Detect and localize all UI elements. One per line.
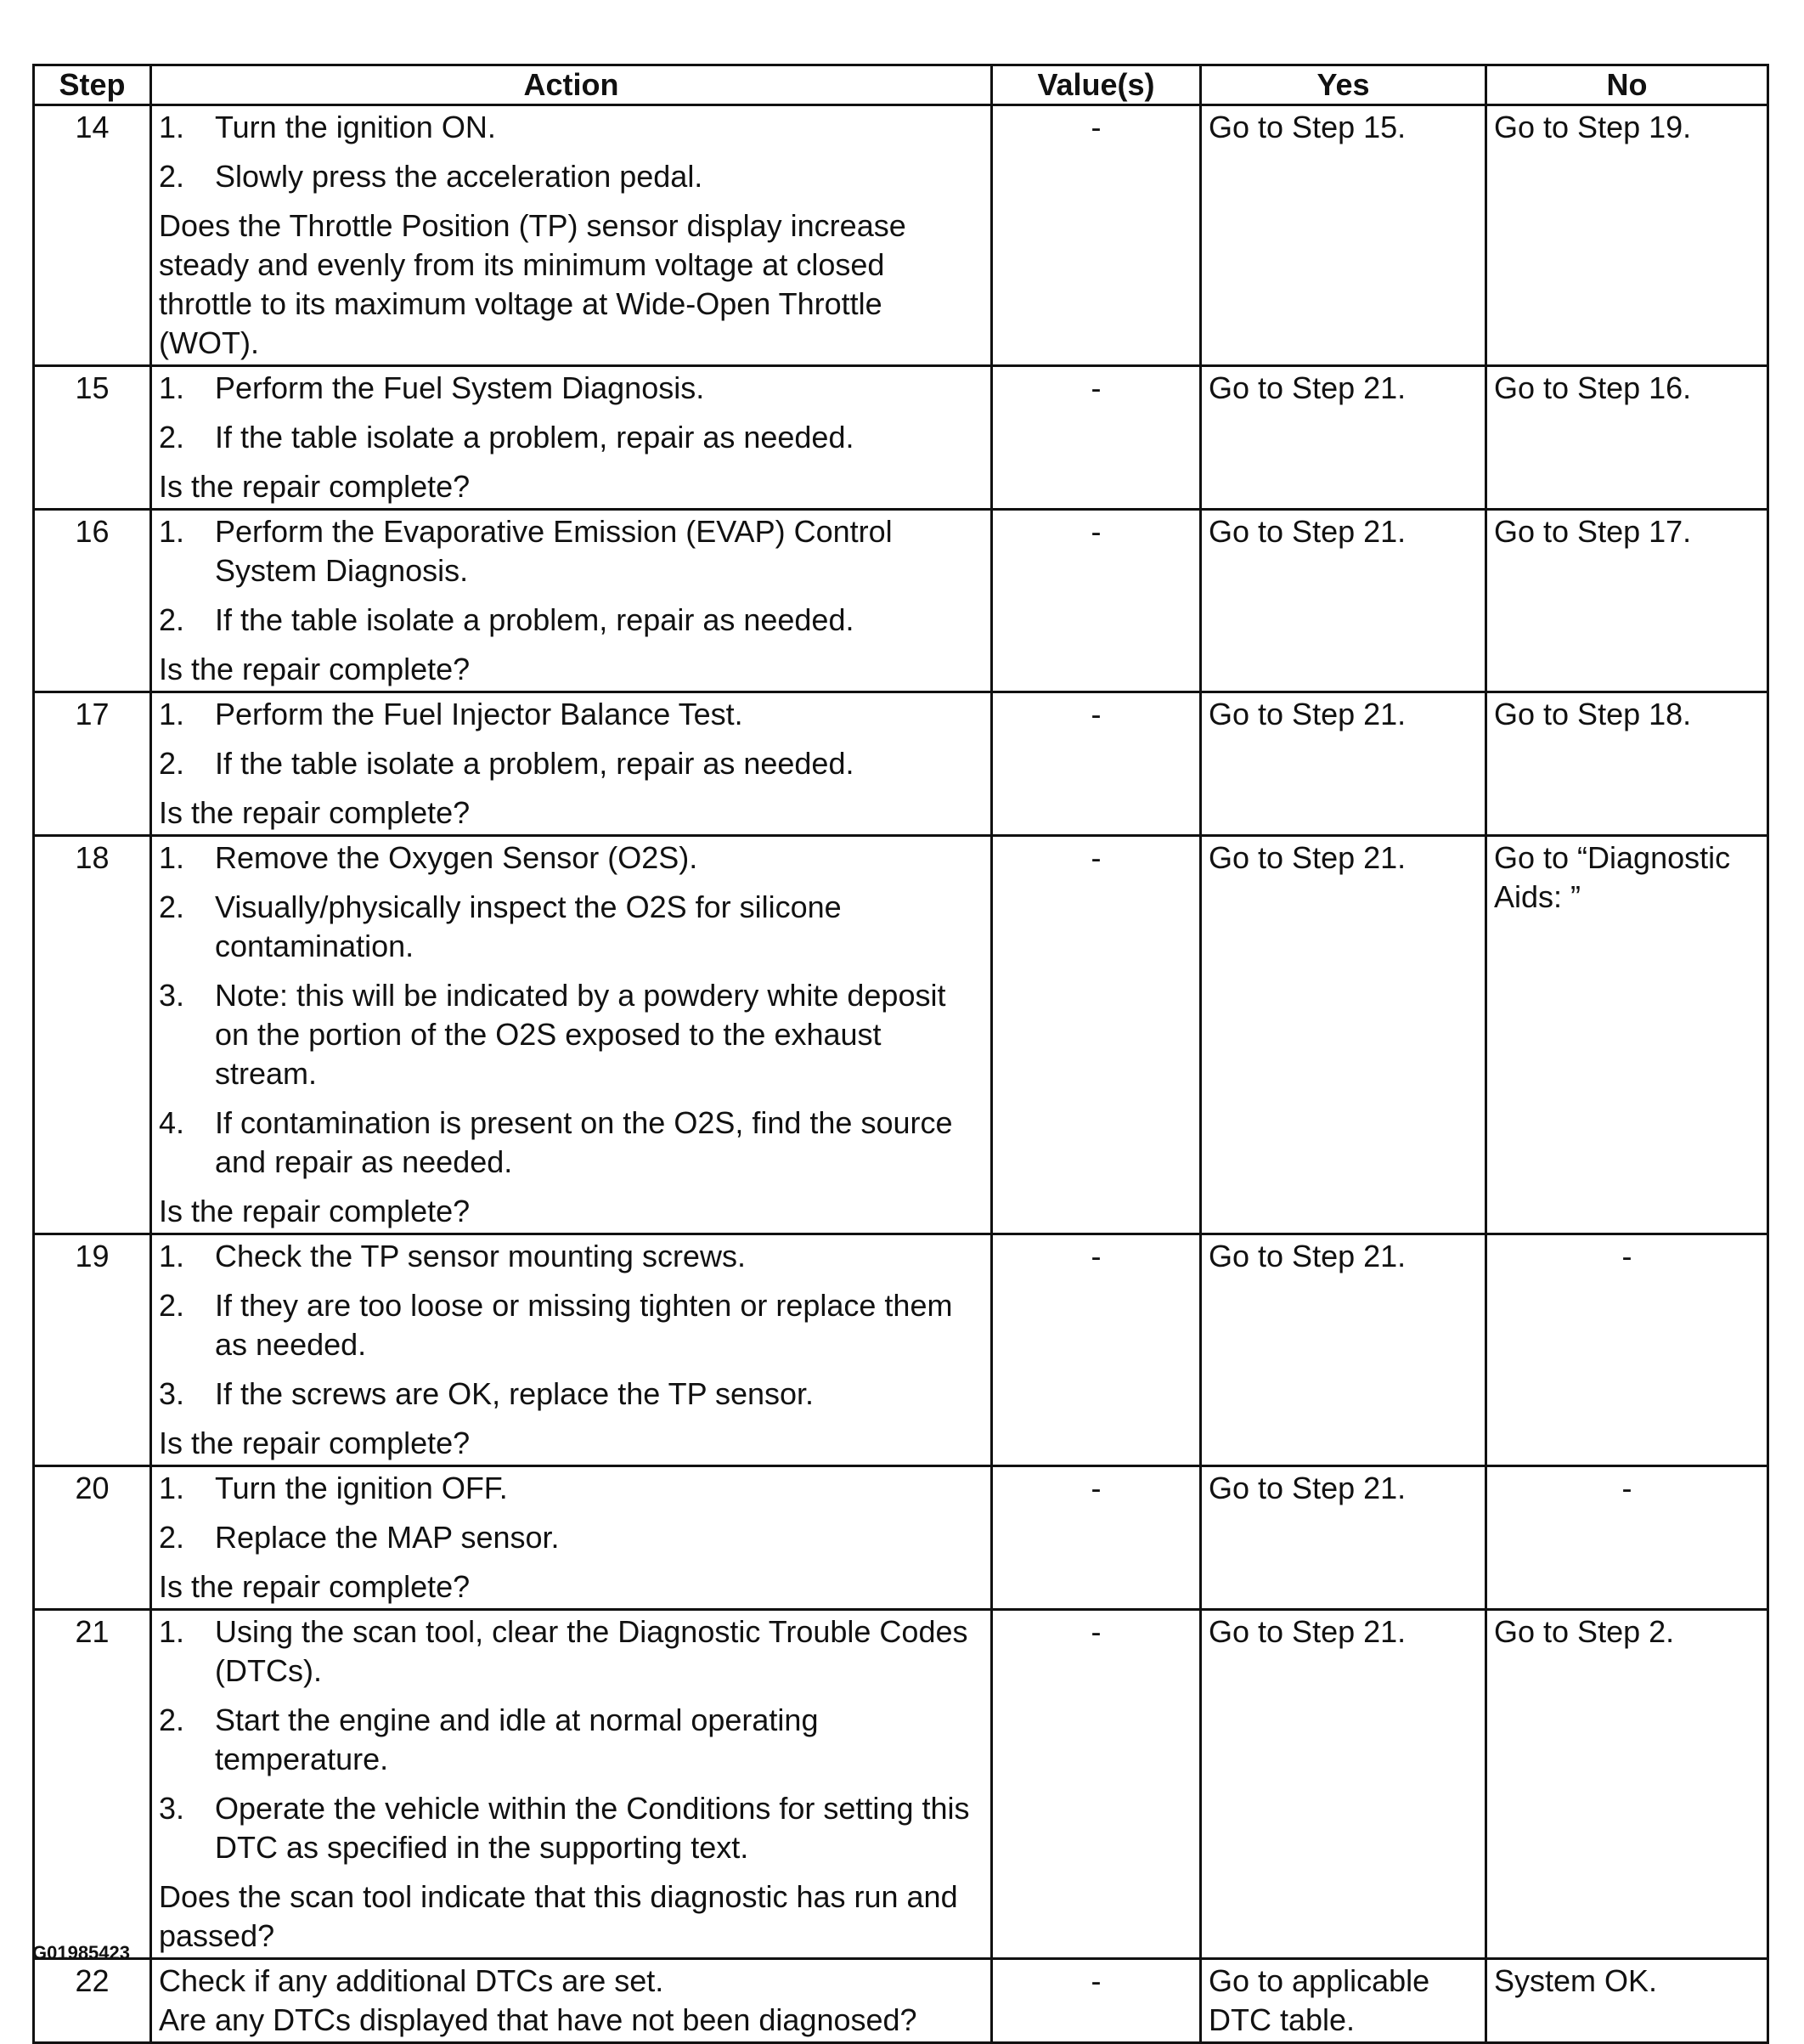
action-item-number: 2. <box>159 746 185 781</box>
figure-id: G01985423 <box>32 1942 130 1963</box>
action-cell <box>151 1610 992 1959</box>
value-cell: - <box>992 510 1201 692</box>
action-item <box>159 976 984 1093</box>
action-cell <box>151 105 992 366</box>
action-item <box>159 888 984 966</box>
table-row <box>34 510 1768 692</box>
yes-cell: Go to applicable DTC table. <box>1201 1959 1486 2043</box>
action-item <box>159 1789 984 1867</box>
table-row <box>34 1466 1768 1610</box>
action-item-number: 1. <box>159 697 185 731</box>
table-row <box>34 1959 1768 2043</box>
action-question: Is the repair complete? <box>159 652 471 686</box>
action-item-text: If the table isolate a problem, repair as needed. <box>215 746 854 781</box>
action-item-text: Remove the Oxygen Sensor (O2S). <box>215 840 698 875</box>
action-question: Is the repair complete? <box>159 1194 471 1228</box>
no-cell: - <box>1486 1234 1768 1466</box>
table-row <box>34 1234 1768 1466</box>
no-cell: System OK. <box>1486 1959 1768 2043</box>
action-cell <box>151 836 992 1234</box>
table-row <box>34 366 1768 510</box>
action-item-number: 1. <box>159 370 185 405</box>
action-item <box>159 1469 984 1508</box>
action-item <box>159 512 984 590</box>
table-row <box>34 1610 1768 1959</box>
step-number: 16 <box>34 510 151 692</box>
value-cell: - <box>992 1466 1201 1610</box>
action-item-number: 3. <box>159 978 185 1013</box>
action-item-text: Perform the Fuel Injector Balance Test. <box>215 697 743 731</box>
action-item-text: Turn the ignition OFF. <box>215 1471 508 1505</box>
action-item-number: 1. <box>159 110 185 144</box>
action-item-number: 3. <box>159 1376 185 1411</box>
no-cell: - <box>1486 1466 1768 1610</box>
action-item-text: Using the scan tool, clear the Diagnostic Trouble Codes (DTCs). <box>215 1614 968 1688</box>
yes-cell: Go to Step 15. <box>1201 105 1486 366</box>
action-item-text: Perform the Evaporative Emission (EVAP) Control System Diagnosis. <box>215 514 893 588</box>
header-values: Value(s) <box>992 65 1201 105</box>
table-row <box>34 105 1768 366</box>
action-item-text: Turn the ignition ON. <box>215 110 496 144</box>
action-cell <box>151 1466 992 1610</box>
action-question: Is the repair complete? <box>159 469 471 504</box>
action-item <box>159 1518 984 1557</box>
yes-cell: Go to Step 21. <box>1201 692 1486 836</box>
action-item-text: If the screws are OK, replace the TP sensor. <box>215 1376 815 1411</box>
action-item <box>159 695 984 734</box>
action-item-number: 1. <box>159 514 185 549</box>
action-item <box>159 418 984 457</box>
yes-cell: Go to Step 21. <box>1201 366 1486 510</box>
action-item-text: Check the TP sensor mounting screws. <box>215 1239 746 1273</box>
action-question: Does the Throttle Position (TP) sensor display increase steady and evenly from its minimum voltage at closed throttle to its maximum voltage at Wide-Open Throttle (WOT). <box>159 208 906 360</box>
header-step: Step <box>34 65 151 105</box>
step-number: 19 <box>34 1234 151 1466</box>
step-number: 18 <box>34 836 151 1234</box>
action-cell <box>151 510 992 692</box>
action-line: Are any DTCs displayed that have not been diagnosed? <box>159 2002 917 2037</box>
table-body <box>34 105 1768 2043</box>
action-question: Does the scan tool indicate that this diagnostic has run and passed? <box>159 1879 958 1953</box>
action-question: Is the repair complete? <box>159 1426 471 1460</box>
header-action: Action <box>151 65 992 105</box>
action-item-text: If contamination is present on the O2S, find the source and repair as needed. <box>215 1105 953 1179</box>
no-cell: Go to Step 19. <box>1486 105 1768 366</box>
header-row <box>34 65 1768 105</box>
yes-cell: Go to Step 21. <box>1201 1610 1486 1959</box>
header-yes: Yes <box>1201 65 1486 105</box>
diagnostic-table <box>32 64 1769 2044</box>
value-cell: - <box>992 1959 1201 2043</box>
step-number: 15 <box>34 366 151 510</box>
action-item <box>159 1286 984 1364</box>
value-cell: - <box>992 1234 1201 1466</box>
action-item <box>159 1237 984 1276</box>
action-item <box>159 1375 984 1414</box>
table-row <box>34 836 1768 1234</box>
action-item-text: Replace the MAP sensor. <box>215 1520 560 1555</box>
action-item <box>159 157 984 196</box>
step-number: 17 <box>34 692 151 836</box>
value-cell: - <box>992 105 1201 366</box>
no-cell: Go to “Diagnostic Aids: ” <box>1486 836 1768 1234</box>
value-cell: - <box>992 1610 1201 1959</box>
header-no: No <box>1486 65 1768 105</box>
action-item <box>159 1612 984 1691</box>
action-cell <box>151 1234 992 1466</box>
step-number: 14 <box>34 105 151 366</box>
value-cell: - <box>992 366 1201 510</box>
no-cell: Go to Step 17. <box>1486 510 1768 692</box>
action-item <box>159 838 984 878</box>
action-item-number: 2. <box>159 1702 185 1737</box>
action-item-number: 2. <box>159 889 185 924</box>
action-line: Check if any additional DTCs are set. <box>159 1963 664 1998</box>
value-cell: - <box>992 836 1201 1234</box>
step-number: 20 <box>34 1466 151 1610</box>
no-cell: Go to Step 2. <box>1486 1610 1768 1959</box>
value-cell: - <box>992 692 1201 836</box>
action-item-text: Visually/physically inspect the O2S for silicone contamination. <box>215 889 842 963</box>
action-item <box>159 1701 984 1779</box>
action-item-number: 4. <box>159 1105 185 1140</box>
yes-cell: Go to Step 21. <box>1201 1466 1486 1610</box>
action-item-number: 1. <box>159 1239 185 1273</box>
action-question: Is the repair complete? <box>159 1569 471 1604</box>
action-item <box>159 1104 984 1182</box>
action-item-text: Note: this will be indicated by a powdery white deposit on the portion of the O2S exposed to the exhaust stream. <box>215 978 946 1091</box>
action-item <box>159 108 984 147</box>
no-cell: Go to Step 18. <box>1486 692 1768 836</box>
action-item-number: 1. <box>159 1471 185 1505</box>
action-item <box>159 369 984 408</box>
table-row <box>34 692 1768 836</box>
yes-cell: Go to Step 21. <box>1201 510 1486 692</box>
action-item-number: 2. <box>159 420 185 455</box>
action-item <box>159 744 984 783</box>
action-cell <box>151 692 992 836</box>
action-item-text: Operate the vehicle within the Conditions for setting this DTC as specified in the supporting text. <box>215 1791 970 1865</box>
step-number: 21 <box>34 1610 151 1959</box>
action-item <box>159 601 984 640</box>
action-item-text: If the table isolate a problem, repair as needed. <box>215 420 854 455</box>
action-item-text: Perform the Fuel System Diagnosis. <box>215 370 705 405</box>
action-item-number: 2. <box>159 159 185 194</box>
action-item-text: If the table isolate a problem, repair as needed. <box>215 602 854 637</box>
action-item-text: Start the engine and idle at normal operating temperature. <box>215 1702 819 1776</box>
action-item-number: 3. <box>159 1791 185 1826</box>
step-number: 22 <box>34 1959 151 2043</box>
action-item-number: 2. <box>159 602 185 637</box>
action-cell <box>151 1959 992 2043</box>
yes-cell: Go to Step 21. <box>1201 836 1486 1234</box>
action-item-number: 1. <box>159 1614 185 1649</box>
yes-cell: Go to Step 21. <box>1201 1234 1486 1466</box>
no-cell: Go to Step 16. <box>1486 366 1768 510</box>
action-cell <box>151 366 992 510</box>
action-item-number: 2. <box>159 1520 185 1555</box>
action-question: Is the repair complete? <box>159 795 471 830</box>
action-item-number: 2. <box>159 1288 185 1323</box>
action-item-number: 1. <box>159 840 185 875</box>
action-item-text: If they are too loose or missing tighten or replace them as needed. <box>215 1288 953 1362</box>
action-item-text: Slowly press the acceleration pedal. <box>215 159 703 194</box>
